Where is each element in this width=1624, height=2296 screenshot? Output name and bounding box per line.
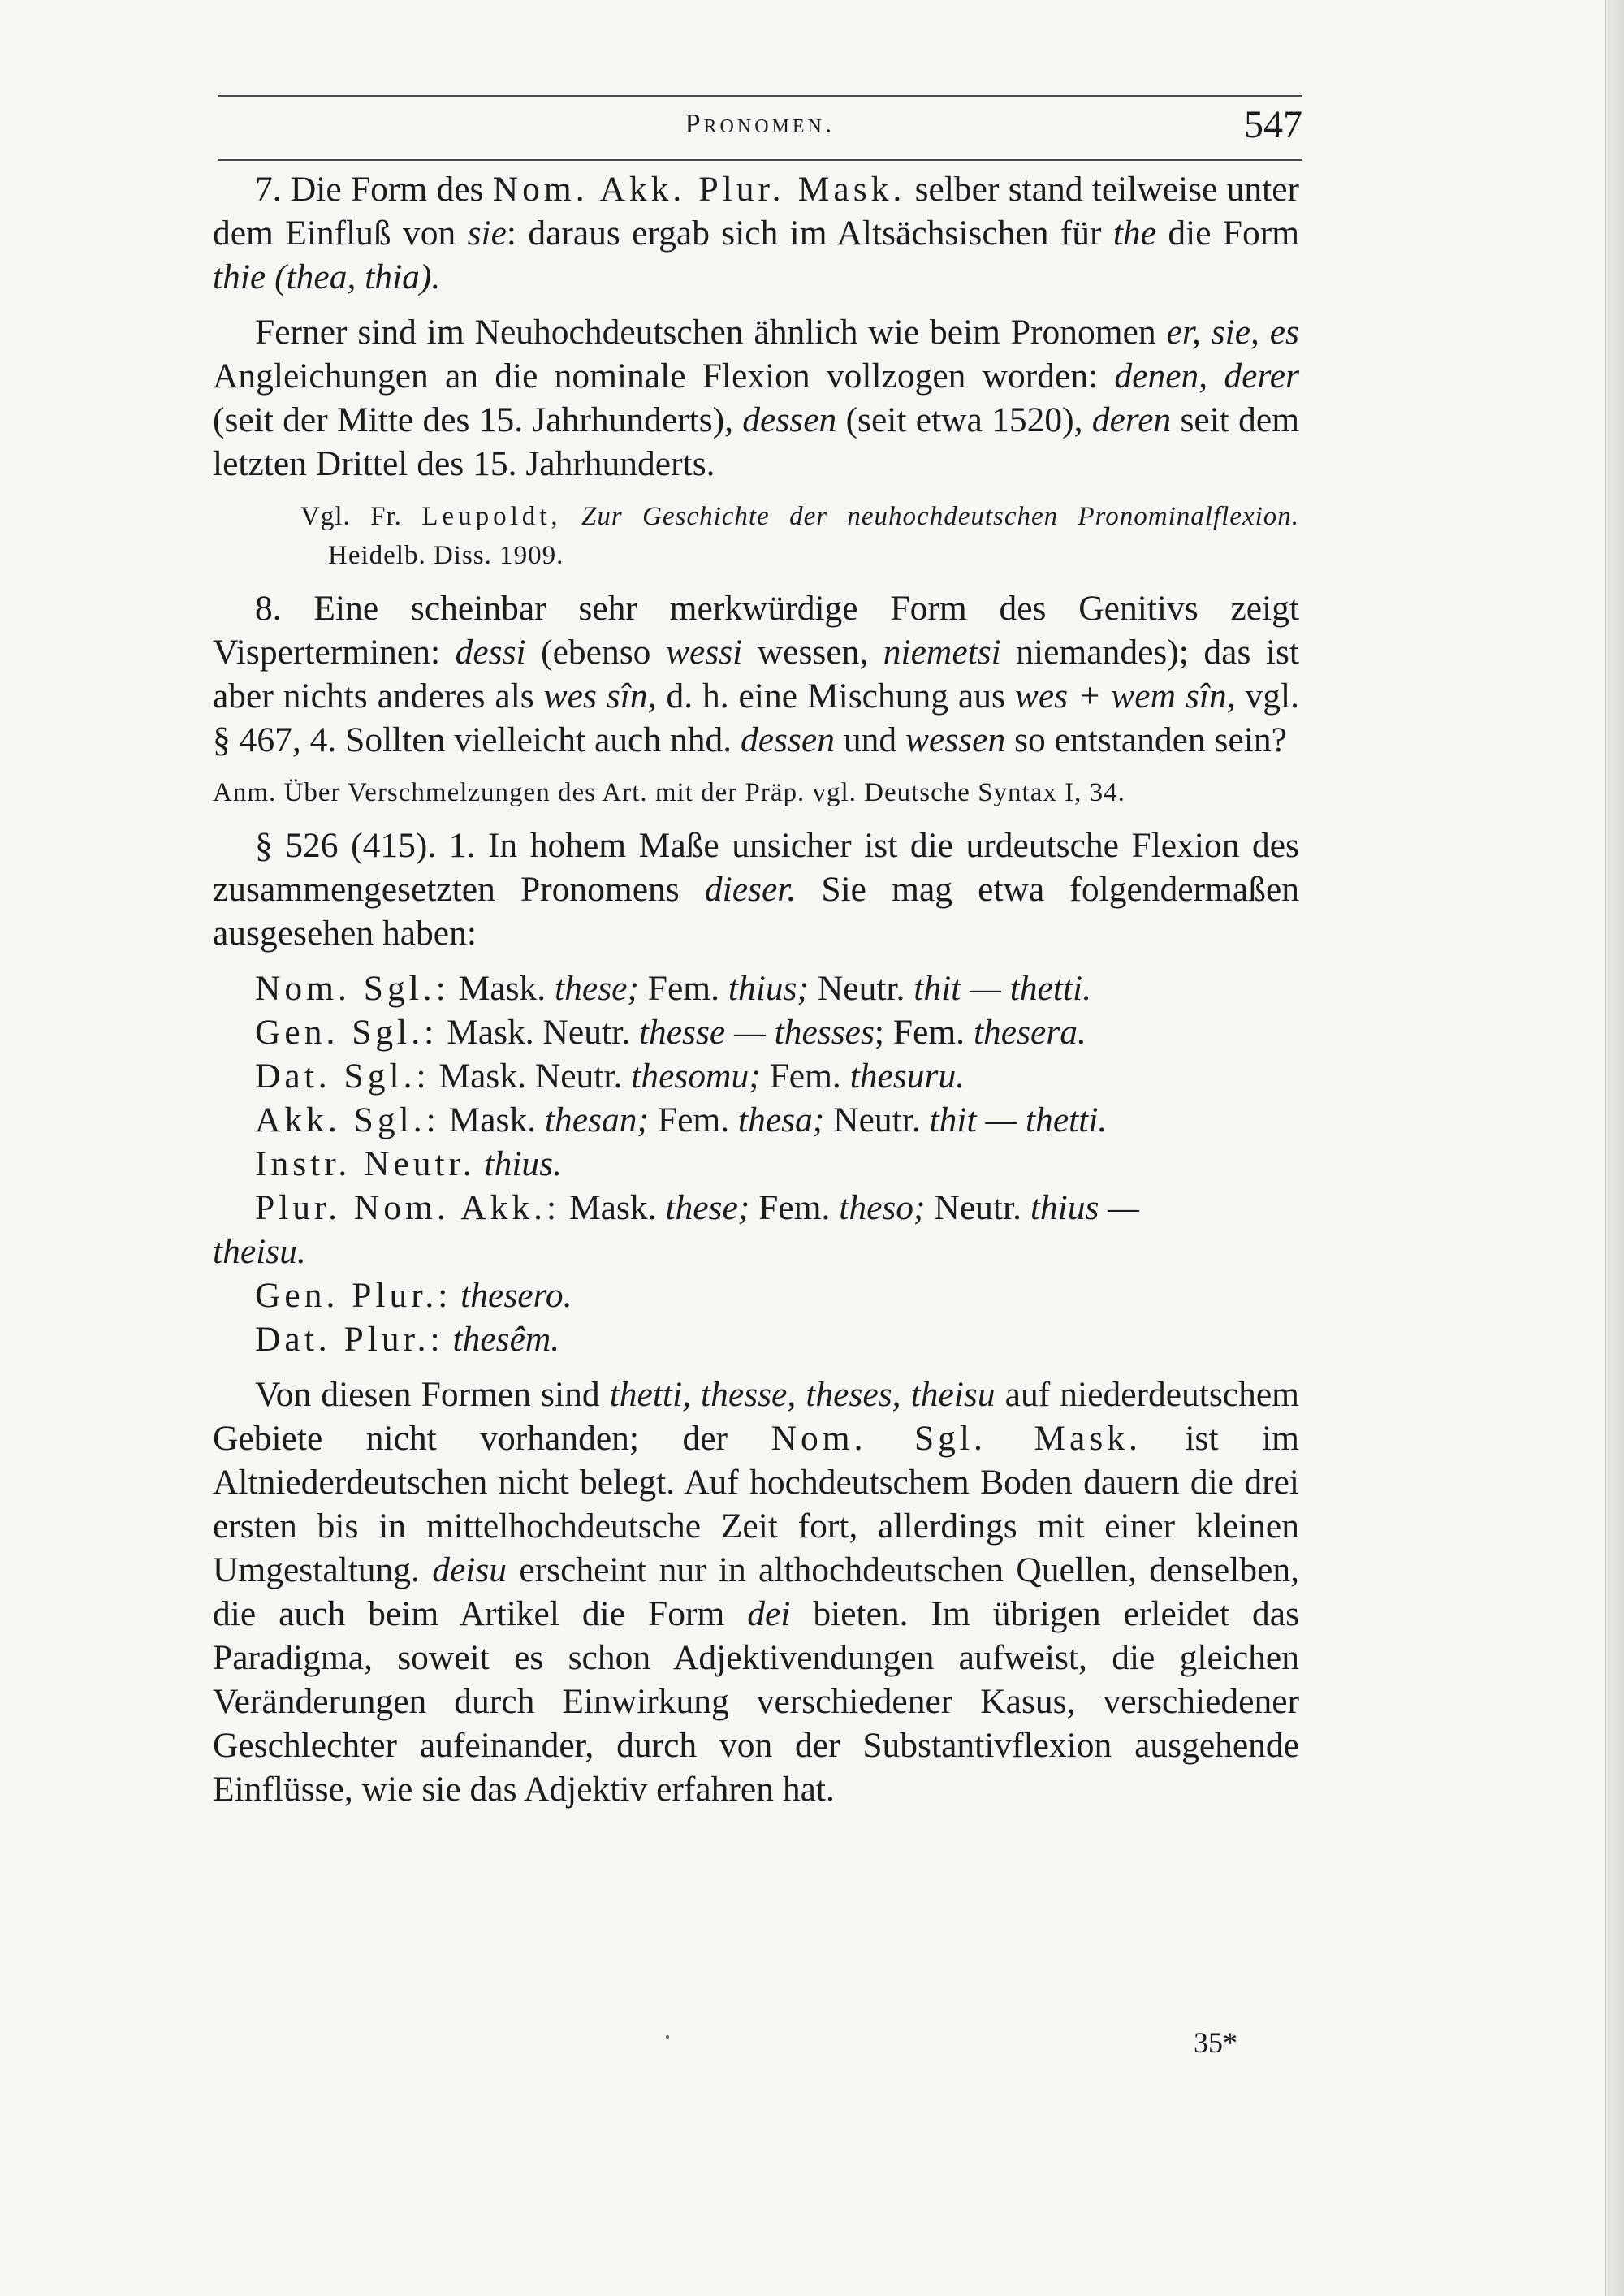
- text: vgl. § 467, 4. Sollten vielleicht auch nhd.: [213, 677, 1300, 759]
- text: auf niederdeutschem Gebiete nicht vorhanden; der: [213, 1375, 1300, 1458]
- italic-form: thesera.: [973, 1013, 1086, 1052]
- literature-note: [213, 497, 1299, 575]
- italic-term: wes + wem sîn,: [1014, 677, 1236, 716]
- italic-term: dei: [747, 1594, 791, 1633]
- text: so entstanden sein?: [1014, 720, 1287, 759]
- paradigm-row: [213, 1186, 1299, 1230]
- text: und: [843, 720, 897, 759]
- paragraph-closing: [213, 1373, 1299, 1811]
- paragraph-526: [213, 824, 1299, 955]
- italic-form: thesomu;: [631, 1057, 761, 1096]
- paradigm-row: [213, 966, 1299, 1010]
- text: Von diesen Formen sind: [255, 1375, 600, 1414]
- text: niemandes); das ist aber nichts anderes als: [213, 633, 1300, 716]
- italic-term: wes sîn,: [543, 677, 657, 716]
- text: selber stand teilweise unter dem Einfluß von: [213, 170, 1300, 253]
- case-label: Akk. Sgl.:: [255, 1100, 440, 1139]
- italic-form: thius —: [1030, 1188, 1139, 1227]
- text: 8. Eine scheinbar sehr merkwürdige Form des Genitivs zeigt Visperterminen:: [213, 589, 1299, 672]
- italic-term: wessen: [905, 720, 1006, 759]
- text: 7. Die Form des: [255, 170, 484, 209]
- text: Neutr.: [925, 1188, 1030, 1227]
- spaced-term: Nom. Sgl. Mask.: [771, 1419, 1142, 1458]
- paradigm-row: [213, 1273, 1299, 1317]
- text: Fem.: [638, 969, 728, 1008]
- italic-form: thesero.: [460, 1276, 572, 1315]
- italic-form: thius;: [728, 969, 809, 1008]
- text: Ferner sind im Neuhochdeutschen ähnlich wie beim Pronomen: [255, 313, 1156, 352]
- spaced-term: Nom. Akk. Plur. Mask.: [492, 170, 906, 209]
- text: seit dem letzten Drittel des 15. Jahrhunderts.: [213, 400, 1300, 483]
- paradigm-row: [213, 1142, 1299, 1186]
- text: bieten. Im übrigen erleidet das Paradigma, soweit es schon Adjektivendungen aufweist, die gleichen Veränderungen durch Einwirkung verschiedener Kasus, verschiedener Geschlechter aufeinander, durch von der Substantivflexion ausgehende Einflüsse, wie sie das Adjektiv erfahren hat.: [213, 1594, 1299, 1809]
- italic-form: these;: [665, 1188, 750, 1227]
- author-name: Leupoldt,: [421, 502, 562, 531]
- text: erscheint nur in althochdeutschen Quellen, denselben, die auch beim Artikel die Form: [213, 1550, 1299, 1633]
- italic-term: thetti, thesse, theses, theisu: [609, 1375, 996, 1414]
- text: Fem.: [749, 1188, 840, 1227]
- case-label: Instr. Neutr.: [255, 1144, 476, 1183]
- case-label: Gen. Plur.:: [255, 1276, 452, 1315]
- italic-term: the: [1112, 214, 1156, 253]
- page-edge: [1605, 0, 1624, 2296]
- paragraph-ferner: [213, 310, 1299, 486]
- text: Mask.: [458, 969, 555, 1008]
- text: Angleichungen an die nominale Flexion vollzogen worden:: [213, 357, 1099, 396]
- italic-term: sie: [467, 214, 507, 253]
- paradigm-row: [213, 1054, 1299, 1098]
- text: die Form: [1168, 214, 1300, 253]
- signature-mark: 35*: [1194, 2026, 1237, 2059]
- case-label: Dat. Sgl.:: [255, 1057, 430, 1096]
- text: Mask.: [448, 1100, 545, 1139]
- text: ; Fem.: [874, 1013, 974, 1052]
- paradigm-list: [213, 966, 1299, 1361]
- paradigm-row: [213, 1317, 1299, 1361]
- header-rule-bottom: [218, 159, 1302, 161]
- italic-form: thit — thetti.: [914, 969, 1091, 1008]
- text: Mask. Neutr.: [447, 1013, 639, 1052]
- text: Fem.: [760, 1057, 850, 1096]
- running-title: Pronomen.: [685, 109, 836, 139]
- header-rule-top: [218, 95, 1302, 97]
- case-label: Plur. Nom. Akk.:: [255, 1188, 561, 1227]
- text: (ebenso: [541, 633, 651, 672]
- italic-form: thesse — thesses: [638, 1013, 875, 1052]
- text: Heidelb. Diss. 1909.: [328, 541, 564, 570]
- text: Mask. Neutr.: [438, 1057, 632, 1096]
- text: (seit der Mitte des 15. Jahrhunderts),: [213, 400, 734, 439]
- case-label: Dat. Plur.:: [255, 1320, 444, 1359]
- paragraph-8: [213, 586, 1299, 762]
- italic-form: thius.: [484, 1144, 562, 1183]
- text: Vgl. Fr.: [300, 502, 402, 531]
- italic-form: thesuru.: [849, 1057, 965, 1096]
- italic-form: thesa;: [737, 1100, 825, 1139]
- page-number: 547: [1244, 103, 1302, 146]
- text: Neutr.: [824, 1100, 930, 1139]
- paradigm-row-continuation: [213, 1230, 1299, 1273]
- text: Neutr.: [808, 969, 914, 1008]
- italic-term: dessen: [740, 720, 835, 759]
- italic-form: theso;: [839, 1188, 926, 1227]
- running-head: [218, 102, 1302, 154]
- text: ist im Altniederdeutschen nicht belegt. Auf hochdeutschem Boden dauern die drei ersten bis in mittelhochdeutsche Zeit fort, allerdings mit einer kleinen Umgestaltung.: [213, 1419, 1300, 1589]
- text: Fem.: [649, 1100, 738, 1139]
- italic-term: thie (thea, thia).: [213, 257, 441, 296]
- italic-term: dieser.: [704, 870, 797, 909]
- text: (seit etwa 1520),: [845, 400, 1083, 439]
- print-speck: [666, 2035, 669, 2039]
- text: d. h. eine Mischung aus: [666, 677, 1005, 716]
- italic-term: niemetsi: [883, 633, 1001, 672]
- italic-term: denen, derer: [1114, 357, 1299, 396]
- italic-form: thesêm.: [452, 1320, 560, 1359]
- paragraph-7: [213, 167, 1299, 299]
- italic-term: wessi: [665, 633, 743, 672]
- italic-term: deisu: [432, 1550, 508, 1589]
- italic-form: thesan;: [544, 1100, 650, 1139]
- text: Mask.: [568, 1188, 666, 1227]
- italic-title: Zur Geschichte der neuhochdeutschen Pronominalflexion.: [581, 502, 1300, 531]
- case-label: Gen. Sgl.:: [255, 1013, 438, 1052]
- italic-term: dessi: [455, 633, 526, 672]
- italic-term: er, sie, es: [1166, 313, 1299, 352]
- text: Sie mag etwa folgendermaßen ausgesehen haben:: [213, 870, 1300, 953]
- italic-form: theisu.: [213, 1232, 306, 1271]
- text: wessen,: [757, 633, 869, 672]
- paradigm-row: [213, 1010, 1299, 1054]
- text: § 526 (415). 1. In hohem Maße unsicher ist die urdeutsche Flexion des zusammengesetzten Pronomens: [213, 826, 1299, 909]
- annotation: Anm. Über Verschmelzungen des Art. mit der Präp. vgl. Deutsche Syntax I, 34.: [213, 778, 1125, 807]
- text: : daraus ergab sich im Altsächsischen für: [506, 214, 1102, 253]
- italic-form: these;: [555, 969, 639, 1008]
- case-label: Nom. Sgl.:: [255, 969, 450, 1008]
- italic-term: dessen: [742, 400, 837, 439]
- paradigm-row: [213, 1098, 1299, 1142]
- italic-form: thit — thetti.: [929, 1100, 1108, 1139]
- italic-term: deren: [1091, 400, 1172, 439]
- body-text: [213, 167, 1299, 1811]
